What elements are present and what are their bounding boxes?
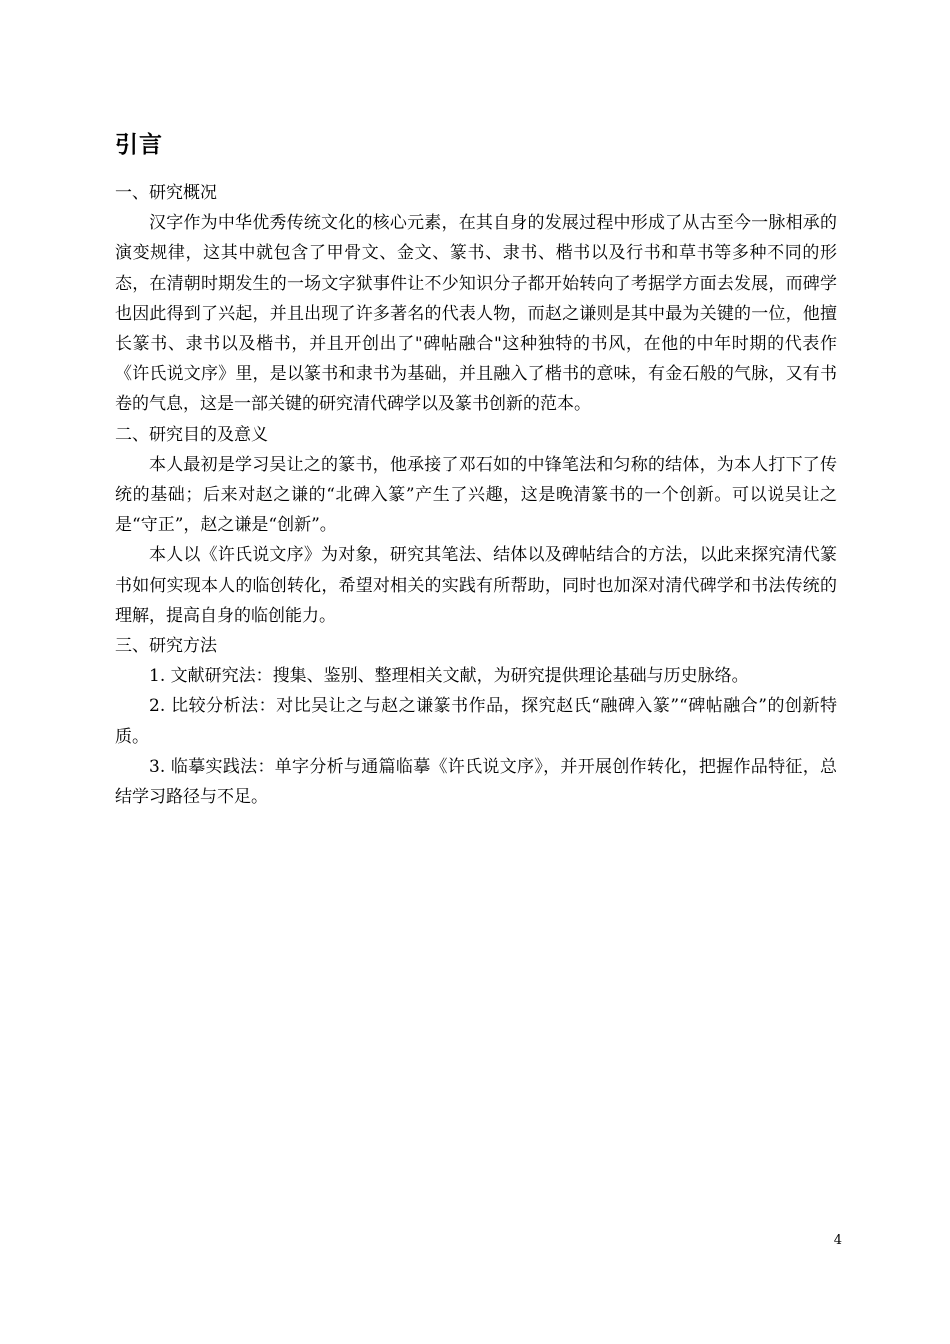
page-title: 引言 [115,132,163,158]
page-number: 4 [833,1233,842,1248]
section-heading-purpose: 二、研究目的及意义 [115,424,268,445]
method-item-practice: 3. 临摹实践法：单字分析与通篇临摹《许氏说文序》，并开展创作转化，把握作品特征，总结学习路径与不足。 [115,756,837,808]
body-text [115,178,837,812]
method-item-literature: 1. 文献研究法：搜集、鉴别、整理相关文献，为研究提供理论基础与历史脉络。 [149,666,749,687]
method-item-comparison: 2. 比较分析法：对比吴让之与赵之谦篆书作品，探究赵氏“融碑入篆”“碑帖融合”的创新特质。 [115,696,837,747]
purpose-paragraph-1: 本人最初是学习吴让之的篆书，他承接了邓石如的中锋笔法和匀称的结体，为本人打下了传统的基础；后来对赵之谦的“北碑入篆”产生了兴趣，这是晚清篆书的一个创新。可以说吴让之是“守正”，赵之谦是“创新”。 [115,454,837,536]
section-heading-overview: 一、研究概况 [115,183,217,203]
overview-paragraph: 汉字作为中华优秀传统文化的核心元素，在其自身的发展过程中形成了从古至今一脉相承的演变规律，这其中就包含了甲骨文、金文、篆书、隶书、楷书以及行书和草书等多种不同的形态，在清朝时期发生的一场文字狱事件让不少知识分子都开始转向了考据学方面去发展，而碑学也因此得到了兴起，并且出现了许多著名的代表人物，而赵之谦则是其中最为关键的一位，他擅长篆书、隶书以及楷书，并且开创出了"碑帖融合"这种独特的书风，在他的中年时期的代表作《许氏说文序》里，是以篆书和隶书为基础，并且融入了楷书的意味，有金石般的气脉，又有书卷的气息，这是一部关键的研究清代碑学以及篆书创新的范本。 [115,213,837,415]
purpose-paragraph-2: 本人以《许氏说文序》为对象，研究其笔法、结体以及碑帖结合的方法，以此来探究清代篆书如何实现本人的临创转化，希望对相关的实践有所帮助，同时也加深对清代碑学和书法传统的理解，提高自身的临创能力。 [115,545,837,626]
section-heading-methods: 三、研究方法 [115,636,217,657]
